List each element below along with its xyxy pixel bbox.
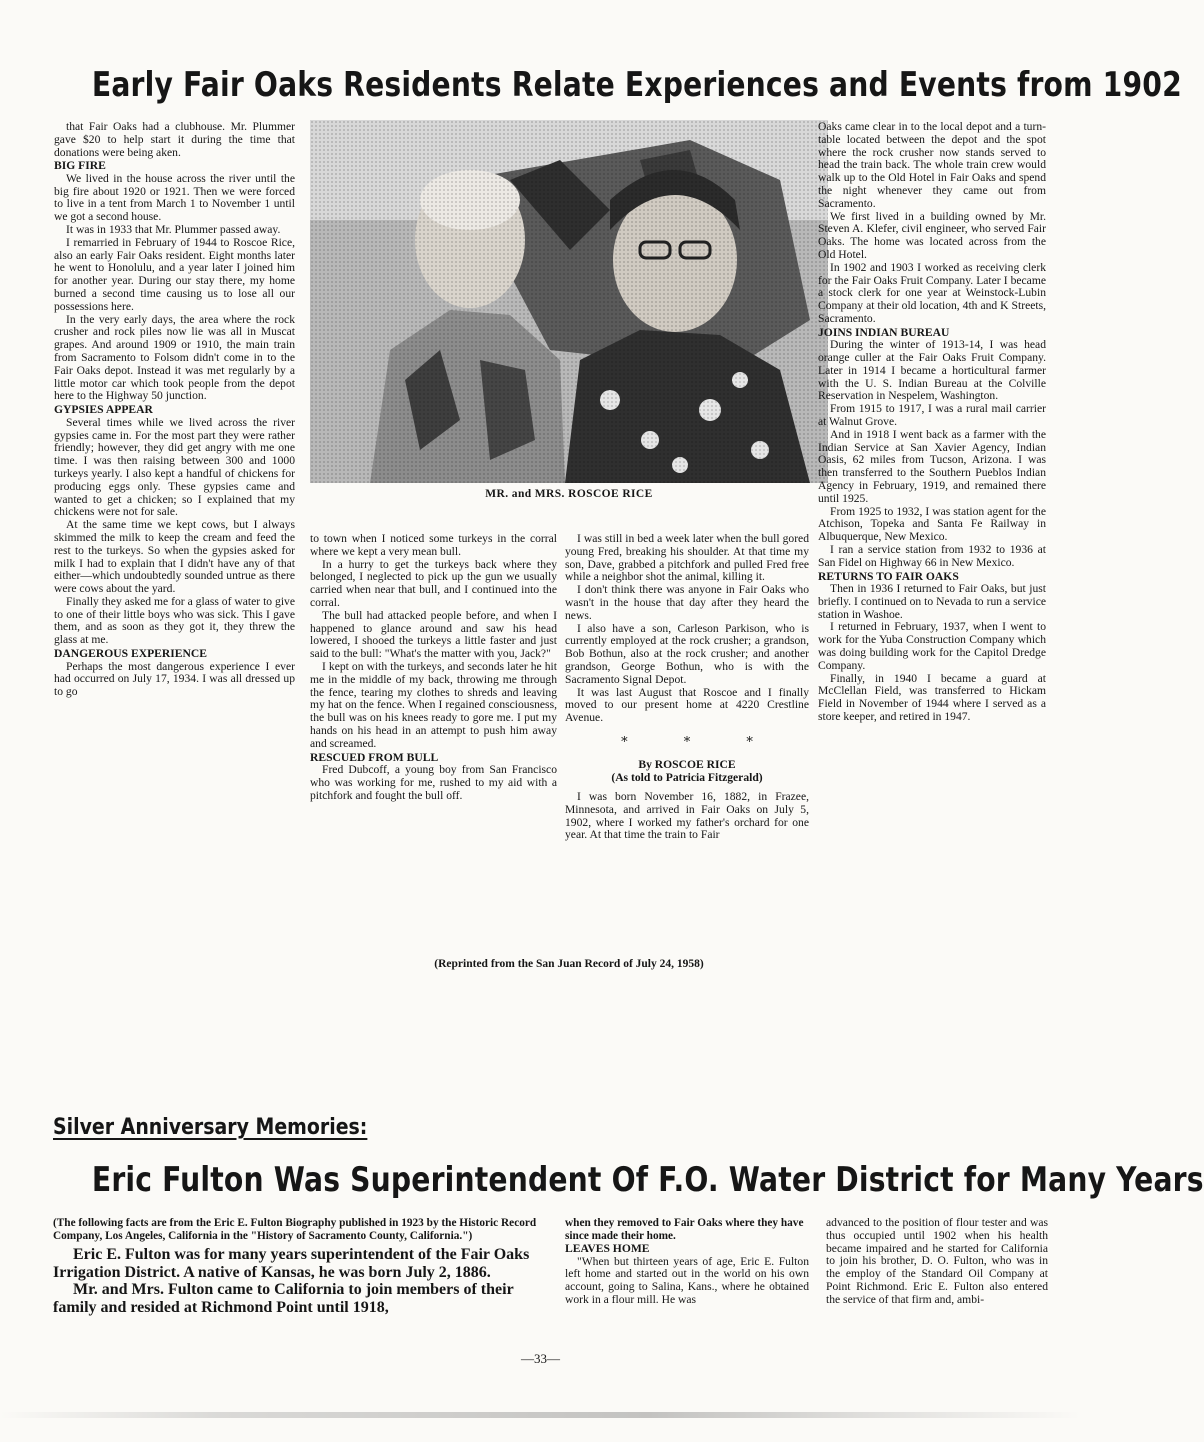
paragraph: Oaks came clear in to the local depot and a turn-table located between the depot and the spot where the rock crusher now stands served to head the train back. The whole train crew would walk up to the Old Hotel in Fair Oaks and spend the night whenever they came out from Sacramento. — [818, 120, 1046, 210]
lead-paragraph-1: Eric E. Fulton was for many years superintendent of the Fair Oaks Irrigation District. A native of Kansas, he was born July 2, 1886. — [53, 1246, 530, 1281]
paragraph: Several times while we lived across the river gypsies came in. For the most part they were rather friendly; however, they did get angry with me one time. I was then raising between 300 and 1000 turkeys yearly. I also kept a handful of chickens for producing eggs only. These gypsies came and wanted to get a chicken; so I explained that my chickens were not for sale. — [54, 415, 295, 519]
column-3-text — [565, 533, 809, 725]
paragraph: From 1925 to 1932, I was station agent for the Atchison, Topeka and Santa Fe Railway in Albuquerque, New Mexico. — [818, 504, 1046, 544]
paragraph: Then in 1936 I returned to Fair Oaks, but just briefly. I continued on to Nevada to run a service station in Washoe. — [818, 582, 1046, 621]
photo-caption: MR. and MRS. ROSCOE RICE — [485, 488, 653, 500]
kicker-heading: Silver Anniversary Memories: — [53, 1115, 368, 1140]
article-2-column-2 — [565, 1217, 809, 1347]
source-note: (The following facts are from the Eric E. Fulton Biography published in 1923 by the Historic Record Company, Los Angeles, California in the "History of Sacramento County, California.") — [53, 1217, 537, 1242]
paragraph: I was still in bed a week later when the bull gored young Fred, breaking his shoulder. At that time my son, Dave, grabbed a pitchfork and pulled Fred free while a neighbor shot the animal, killing it. — [565, 532, 809, 584]
column-2-text: "When but thirteen years of age, Eric E. Fulton left home and started out in the world on his own account, going to Salina, Kans., where he obtained work in a flour mill. He was — [565, 1254, 809, 1307]
article-column-3 — [565, 533, 809, 953]
column-3-text: advanced to the position of flour tester and was thus occupied until 1902 when his health became impaired and he started for California to join his brother, D. O. Fulton, who was in the employ of the Standard Oil Company at Point Richmond. Eric E. Fulton also entered the service of that firm and, ambi- — [826, 1216, 1048, 1306]
article-column-2 — [310, 533, 557, 953]
subheading: GYPSIES APPEAR — [54, 403, 153, 417]
paragraph: Finally, in 1940 I became a guard at McClellan Field, was transferred to Hickam Field in November of 1944 where I served as a store keeper, and retired in 1947. — [818, 671, 1046, 724]
article-2-column-3 — [826, 1217, 1048, 1347]
subheading: DANGEROUS EXPERIENCE — [54, 647, 207, 661]
rice-couple-photo — [310, 120, 828, 483]
article-column-4 — [818, 121, 1046, 963]
column-2-lead: when they removed to Fair Oaks where they have since made their home. — [565, 1217, 804, 1242]
article-2-column-1 — [53, 1217, 556, 1347]
article-headline: Early Fair Oaks Residents Relate Experiences and Events from 1902 — [91, 65, 1182, 105]
lead-paragraph-2: Mr. and Mrs. Fulton came to California to join members of their family and resided at Richmond Point until 1918, — [53, 1281, 514, 1316]
subheading: RESCUED FROM BULL — [310, 750, 439, 764]
paragraph: that Fair Oaks had a clubhouse. Mr. Plummer gave $20 to help start it during the time that donations were being aken. — [54, 120, 295, 159]
section-stars: * * * — [621, 734, 779, 750]
leaves-home-heading: LEAVES HOME — [565, 1242, 650, 1256]
paragraph: I returned in February, 1937, when I went to work for the Yuba Construction Company which was doing building work for the Capitol Dredge Company. — [818, 620, 1046, 672]
paragraph: We lived in the house across the river until the big fire about 1920 or 1921. Then we were forced to live in a tent from March 1 to November 1 until we got a second house. — [54, 171, 295, 224]
paragraph: During the winter of 1913-14, I was head orange culler at the Fair Oaks Fruit Company. Later in 1914 I became a horticultural farmer with the U. S. Indian Bureau at the Colville Reservation in Nespelem, Washington. — [818, 338, 1046, 403]
paragraph: It was last August that Roscoe and I finally moved to our present home at 4220 Crestline Avenue. — [565, 685, 809, 725]
paragraph: I remarried in February of 1944 to Roscoe Rice, also an early Fair Oaks resident. Eight months later he went to Honolulu, and a year later I joined him for another year. During our stay there, my home burned a second time causing us to lose all our possessions here. — [54, 235, 295, 313]
paragraph: And in 1918 I went back as a farmer with the Indian Service at San Xavier Agency, Indian Oasis, 62 miles from Tucson, Arizona. I was then transferred to the Southern Pueblos Indian Agency in February, 1919, and remained there until 1925. — [818, 427, 1046, 505]
bottom-scan-edge — [0, 1412, 1081, 1418]
paragraph: The bull had attacked people before, and when I happened to glance around and saw his head lowered, I shooed the turkeys a little faster and just said to the bull: "What's the matter with you, Jack?" — [310, 608, 557, 661]
paragraph: Fred Dubcoff, a young boy from San Francisco who was working for me, rushed to my aid with a pitchfork and fought the bull off. — [310, 763, 557, 802]
paragraph: From 1915 to 1917, I was a rural mail carrier at Walnut Grove. — [818, 402, 1046, 429]
subheading: RETURNS TO FAIR OAKS — [818, 569, 959, 583]
byline: By ROSCOE RICE — [638, 757, 736, 771]
paragraph: Finally they asked me for a glass of water to give to one of their little boys who was sick. This I gave them, and as soon as they got it, they threw the glass at me. — [54, 594, 295, 647]
subheading: BIG FIRE — [54, 159, 106, 173]
paragraph: I also have a son, Carleson Parkison, who is currently employed at the rock crusher; a grandson, Bob Bothun, also at the rock crusher; and another grandson, George Bothun, who is with the Sacramento Signal Depot. — [565, 621, 809, 686]
article-column-1 — [54, 121, 295, 963]
column-3b-text — [565, 791, 809, 842]
paragraph: I don't think there was anyone in Fair Oaks who wasn't in the house that day after they heard the news. — [565, 583, 809, 622]
article-2-headline: Eric Fulton Was Superintendent Of F.O. Water District for Many Years — [91, 1160, 1204, 1200]
photo-illustration — [310, 120, 828, 483]
paragraph: I ran a service station from 1932 to 1936 at San Fidel on Highway 66 in New Mexico. — [818, 543, 1046, 569]
reprint-note: (Reprinted from the San Juan Record of July 24, 1958) — [434, 958, 704, 970]
paragraph: In the very early days, the area where the rock crusher and rock piles now lie was all in Muscat grapes. And around 1909 or 1910, the main train from Sacramento to Folsom didn't come in to the Fair Oaks depot. Instead it was met regularly by a little motor car which took people from the depot here to the Highway 50 junction. — [54, 312, 295, 403]
page-number: —33— — [521, 1351, 560, 1366]
paragraph: I kept on with the turkeys, and seconds later he hit me in the middle of my back, throwing me through the fence, tearing my clothes to shreds and leaving my hat on the fence. When I regained consciousness, the bull was on his knees ready to gore me. I put my hands on his head in an attempt to push him away and screamed. — [310, 659, 557, 750]
paragraph: In 1902 and 1903 I worked as receiving clerk for the Fair Oaks Fruit Company. Later I became a stock clerk for one year at Weinstock-Lubin Company at their old location, 4th and K Streets, Sacramento. — [818, 260, 1046, 325]
paragraph: In a hurry to get the turkeys back where they belonged, I neglected to pick up the gun we usually carried when near that bull, and I continued into the corral. — [310, 557, 557, 609]
paragraph: I was born November 16, 1882, in Frazee, Minnesota, and arrived in Fair Oaks on July 5, 1902, where I worked my father's orchard for one year. At that time the train to Fair — [565, 789, 809, 842]
paragraph: to town when I noticed some turkeys in the corral where we kept a very mean bull. — [310, 532, 557, 558]
paragraph: It was in 1933 that Mr. Plummer passed away. — [66, 223, 281, 237]
paragraph: At the same time we kept cows, but I always skimmed the milk to keep the cream and feed the rest to the turkeys. So when the gypsies asked for milk I had to explain that I didn't have any of that either—which undoubtedly sounded untrue as there were cows about the yard. — [54, 518, 295, 596]
told-to-credit: (As told to Patricia Fitzgerald) — [611, 771, 763, 785]
paragraph: We first lived in a building owned by Mr. Steven A. Klefer, civil engineer, who served Fair Oaks. The home was located across from the Old Hotel. — [818, 209, 1046, 261]
paragraph: Perhaps the most dangerous experience I ever had occurred on July 17, 1934. I was all dressed up to go — [54, 659, 295, 699]
subheading: JOINS INDIAN BUREAU — [818, 325, 950, 339]
